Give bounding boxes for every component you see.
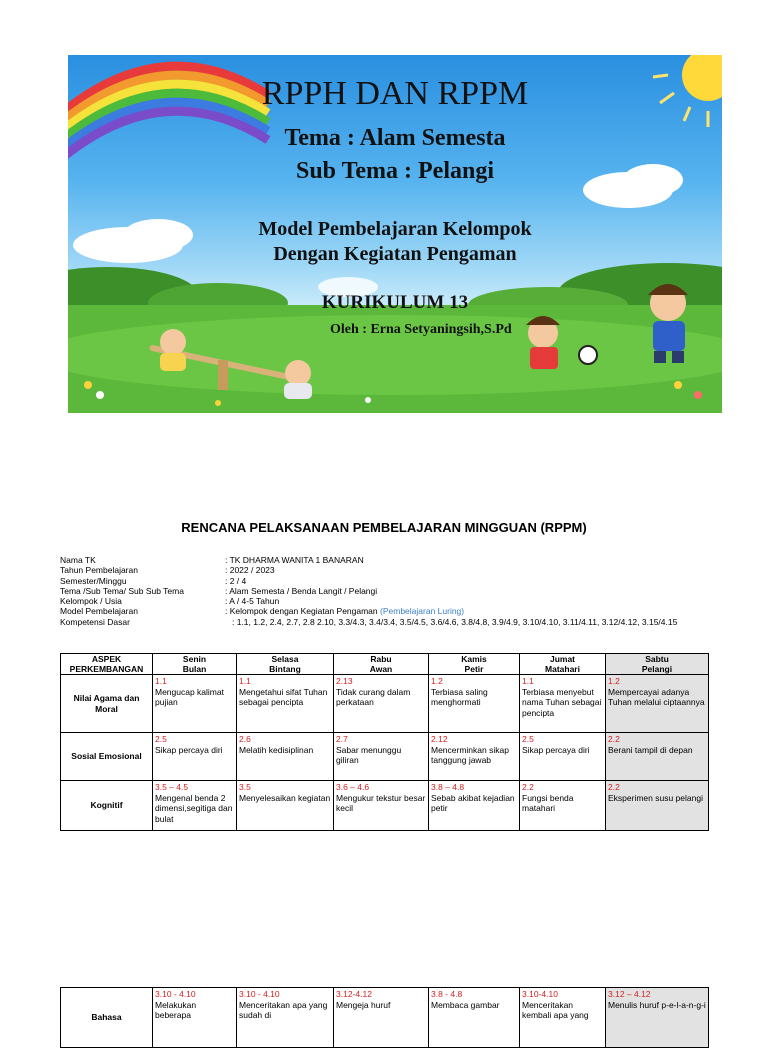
info-value-text: : Kelompok dengan Kegiatan Pengaman xyxy=(225,606,381,617)
info-label: Kelompok / Usia xyxy=(60,596,122,607)
info-value: : 2 / 4 xyxy=(225,575,247,586)
info-value: : Alam Semesta / Benda Langit / Pelangi xyxy=(225,585,378,596)
activity-cell: 3.10 - 4.10 Menceritakan apa yang sudah di xyxy=(237,988,334,1048)
info-value: : 2022 / 2023 xyxy=(225,565,275,576)
table-row xyxy=(61,675,709,733)
activity-cell: 2.2 Fungsi benda matahari xyxy=(520,781,606,831)
info-label: Tahun Pembelajaran xyxy=(60,565,138,576)
activity-cell: 3.5 – 4.5 Mengenal benda 2 dimensi,segitiga dan bulat xyxy=(153,781,237,831)
activity-cell: 2.12 Mencerminkan sikap tanggung jawab xyxy=(429,733,520,781)
info-label: Tema /Sub Tema/ Sub Sub Tema xyxy=(60,585,184,596)
cover-banner xyxy=(68,55,722,413)
header-senin: Senin Bulan xyxy=(153,654,237,675)
activity-cell: 3.12 – 4.12 Menulis huruf p-e-l-a-n-g-i xyxy=(606,988,709,1048)
activity-cell: 3.10 - 4.10 Melakukan beberapa xyxy=(153,988,237,1048)
activity-cell: 3.5 Menyelesaikan kegiatan xyxy=(237,781,334,831)
table-row xyxy=(61,781,709,831)
cover-title: RPPH DAN RPPM xyxy=(261,75,529,112)
header-rabu: Rabu Awan xyxy=(334,654,429,675)
table-row xyxy=(61,988,709,1048)
activity-cell: 1.1 Mengucap kalimat pujian xyxy=(153,675,237,733)
header-sabtu: Sabtu Pelangi xyxy=(606,654,709,675)
activity-cell: 2.13 Tidak curang dalam perkataan xyxy=(334,675,429,733)
activity-cell: 3.12-4.12 Mengeja huruf xyxy=(334,988,429,1048)
activity-cell: 3.8 – 4.8 Sebab akibat kejadian petir xyxy=(429,781,520,831)
cover-sub-tema: Sub Tema : Pelangi xyxy=(295,158,495,184)
header-aspek: ASPEK PERKEMBANGAN xyxy=(61,654,153,675)
info-value: : TK DHARMA WANITA 1 BANARAN xyxy=(225,555,364,565)
info-label: Nama TK xyxy=(60,555,96,565)
activity-cell: 1.2 Mempercayai adanya Tuhan melalui ciptaannya xyxy=(606,675,709,733)
activity-cell: 2.2 Eksperimen susu pelangi xyxy=(606,781,709,831)
rppm-title: RENCANA PELAKSANAAN PEMBELAJARAN MINGGUAN (RPPM) xyxy=(181,520,587,535)
info-label: Model Pembelajaran xyxy=(60,606,138,617)
activity-cell: 2.6 Melatih kedisiplinan xyxy=(237,733,334,781)
rppm-table-continued xyxy=(60,987,709,1048)
aspek-cell: Nilai Agama dan Moral xyxy=(61,675,153,733)
activity-cell: 2.2 Berani tampil di depan xyxy=(606,733,709,781)
header-selasa: Selasa Bintang xyxy=(237,654,334,675)
activity-cell: 2.5 Sikap percaya diri xyxy=(520,733,606,781)
activity-cell: 1.1 Mengetahui sifat Tuhan sebagai pencipta xyxy=(237,675,334,733)
activity-cell: 2.7 Sabar menunggu giliran xyxy=(334,733,429,781)
info-luring-note: (Pembelajaran Luring) xyxy=(380,606,465,617)
rppm-table xyxy=(60,653,709,831)
activity-cell: 1.1 Terbiasa menyebut nama Tuhan sebagai pencipta xyxy=(520,675,606,733)
cover-model-line2: Dengan Kegiatan Pengaman xyxy=(273,243,517,265)
info-value: : A / 4-5 Tahun xyxy=(225,596,280,607)
aspek-cell: Bahasa xyxy=(61,988,153,1048)
table-header-row xyxy=(61,654,709,675)
cover-model-line1: Model Pembelajaran Kelompok xyxy=(258,218,532,240)
activity-cell: 2.5 Sikap percaya diri xyxy=(153,733,237,781)
activity-cell: 1.2 Terbiasa saling menghormati xyxy=(429,675,520,733)
info-value: : 1.1, 1.2, 2.4, 2.7, 2.8 2.10, 3.3/4.3, 3.4/3.4, 3.5/4.5, 3.6/4.6, 3.8/4.8, 3.9/4.9, 3.10/4.10, 3.11/4.11, 3.12/4.12, 3.15/4.15 xyxy=(232,616,678,627)
activity-cell: 3.6 – 4.6 Mengukur tekstur besar kecil xyxy=(334,781,429,831)
aspek-cell: Sosial Emosional xyxy=(61,733,153,781)
activity-cell: 3.8 - 4.8 Membaca gambar xyxy=(429,988,520,1048)
info-value xyxy=(225,606,464,616)
header-kamis: Kamis Petir xyxy=(429,654,520,675)
table-row xyxy=(61,733,709,781)
cover-author: Oleh : Erna Setyaningsih,S.Pd xyxy=(330,322,512,337)
cover-tema: Tema : Alam Semesta xyxy=(284,125,506,151)
activity-cell: 3.10-4.10 Menceritakan kembali apa yang xyxy=(520,988,606,1048)
header-jumat: Jumat Matahari xyxy=(520,654,606,675)
info-label: Semester/Minggu xyxy=(60,575,127,586)
info-label: Kompetensi Dasar xyxy=(60,616,130,627)
aspek-cell: Kognitif xyxy=(61,781,153,831)
cover-kurikulum: KURIKULUM 13 xyxy=(321,292,469,313)
